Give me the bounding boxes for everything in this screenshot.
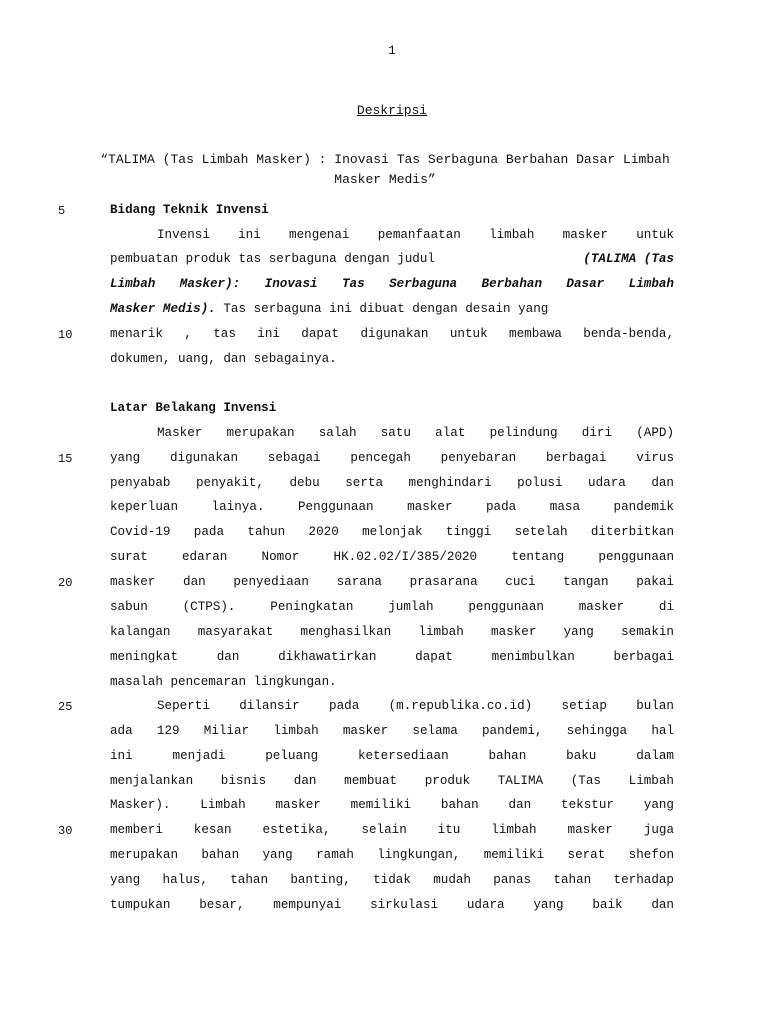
- line-number-15: 15: [58, 452, 73, 466]
- paragraph-line: Masker merupakan salah satu alat pelindung diri (APD): [157, 426, 674, 440]
- document-title: [0, 103, 768, 118]
- paragraph-line: menjalankan bisnis dan membuat produk TALIMA (Tas Limbah: [110, 774, 674, 788]
- line-number-5: 5: [58, 204, 66, 218]
- line-number-20: 20: [58, 576, 73, 590]
- paragraph-line: merupakan bahan yang ramah lingkungan, memiliki serat shefon: [110, 848, 674, 862]
- paragraph-line: [110, 252, 674, 270]
- paragraph-line: masker dan penyediaan sarana prasarana cuci tangan pakai: [110, 575, 674, 589]
- paragraph-line: meningkat dan dikhawatirkan dapat menimbulkan berbagai: [110, 650, 674, 664]
- document-title-text: Deskripsi: [356, 103, 428, 118]
- paragraph-line: Covid-19 pada tahun 2020 melonjak tinggi setelah diterbitkan: [110, 525, 674, 539]
- paragraph-line: surat edaran Nomor HK.02.02/I/385/2020 tentang penggunaan: [110, 550, 674, 564]
- paragraph-line: tumpukan besar, mempunyai sirkulasi udara yang baik dan: [110, 898, 674, 912]
- paragraph-line: sabun (CTPS). Peningkatan jumlah penggunaan masker di: [110, 600, 674, 614]
- paragraph-line: ada 129 Miliar limbah masker selama pandemi, sehingga hal: [110, 724, 674, 738]
- text-segment-emphasis: (TALIMA (Tas: [583, 252, 674, 266]
- paragraph-line: dokumen, uang, dan sebagainya.: [110, 352, 337, 366]
- paragraph-line: keperluan lainya. Penggunaan masker pada masa pandemik: [110, 500, 674, 514]
- paragraph-line: penyabab penyakit, debu serta menghindari polusi udara dan: [110, 476, 674, 490]
- text-segment: Tas serbaguna ini dibuat dengan desain yang: [215, 302, 549, 316]
- paragraph-line: yang halus, tahan banting, tidak mudah panas tahan terhadap: [110, 873, 674, 887]
- paragraph-line: masalah pencemaran lingkungan.: [110, 675, 337, 689]
- section-heading-latar-belakang: Latar Belakang Invensi: [110, 401, 277, 415]
- paragraph-line: yang digunakan sebagai pencegah penyebaran berbagai virus: [110, 451, 674, 465]
- paragraph-line: Masker). Limbah masker memiliki bahan dan tekstur yang: [110, 798, 674, 812]
- paragraph-line: kalangan masyarakat menghasilkan limbah masker yang semakin: [110, 625, 674, 639]
- paragraph-line: menarik , tas ini dapat digunakan untuk membawa benda-benda,: [110, 327, 674, 341]
- paragraph-line: Seperti dilansir pada (m.republika.co.id) setiap bulan: [157, 699, 674, 713]
- page-number: 1: [388, 44, 396, 58]
- paragraph-line: Limbah Masker): Inovasi Tas Serbaguna Berbahan Dasar Limbah: [110, 277, 674, 291]
- paragraph-line: Invensi ini mengenai pemanfaatan limbah masker untuk: [157, 228, 674, 242]
- paragraph-line: [110, 302, 674, 320]
- paragraph-line: memberi kesan estetika, selain itu limbah masker juga: [110, 823, 674, 837]
- line-number-30: 30: [58, 824, 73, 838]
- line-number-10: 10: [58, 328, 73, 342]
- section-heading-bidang-teknik: Bidang Teknik Invensi: [110, 203, 269, 217]
- line-number-25: 25: [58, 700, 73, 714]
- text-segment: pembuatan produk tas serbaguna dengan judul: [110, 252, 435, 266]
- document-subtitle: “TALIMA (Tas Limbah Masker) : Inovasi Tas Serbaguna Berbahan Dasar Limbah Masker Medis”: [100, 152, 670, 187]
- text-segment-emphasis: Masker Medis).: [110, 302, 216, 316]
- paragraph-line: ini menjadi peluang ketersediaan bahan baku dalam: [110, 749, 674, 763]
